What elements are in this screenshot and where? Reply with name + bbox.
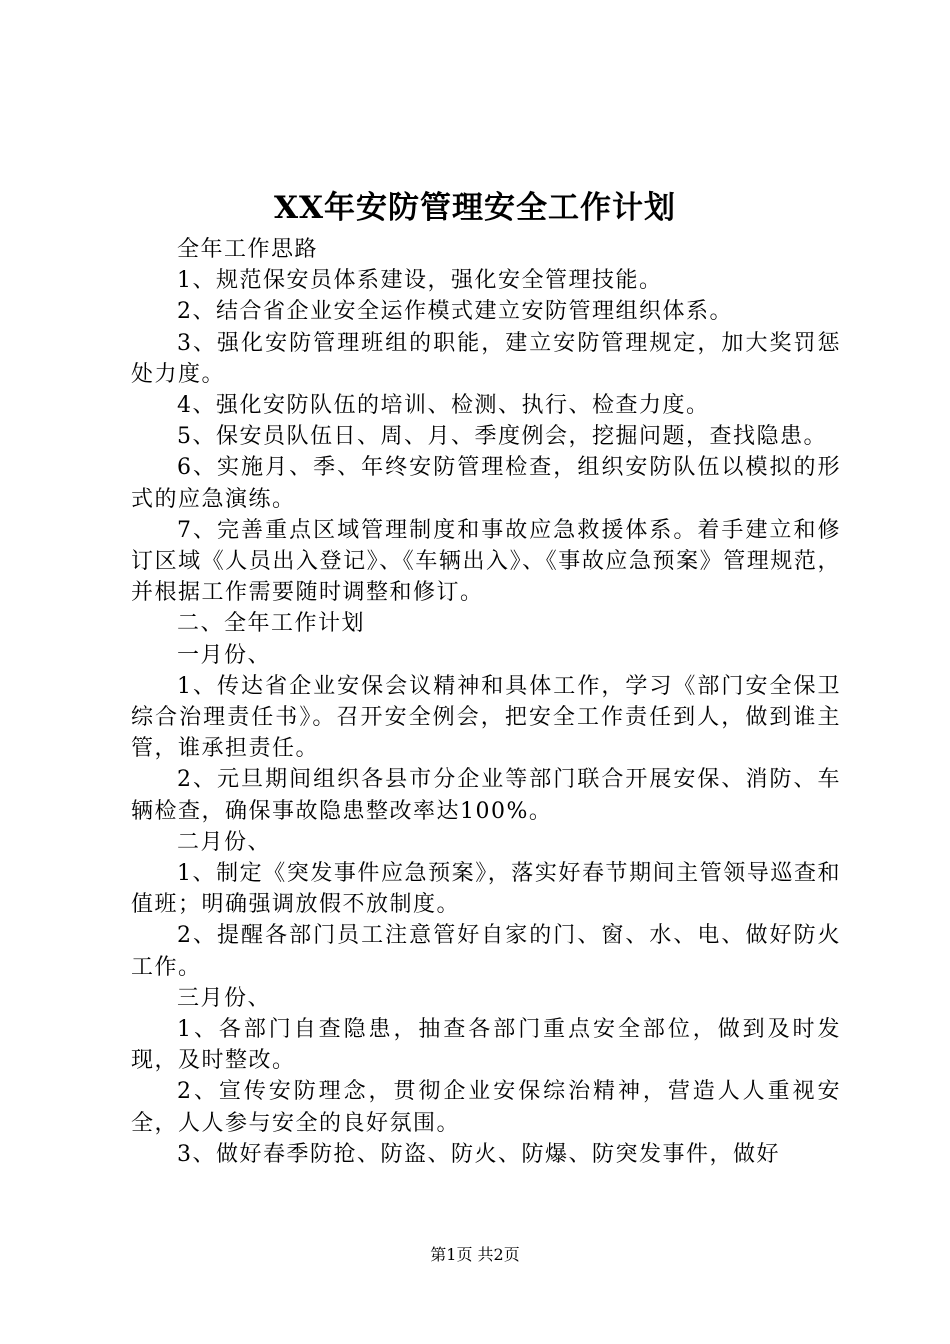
- document-body: [131, 234, 841, 1170]
- paragraph: 4、强化安防队伍的培训、检测、执行、检查力度。: [177, 393, 710, 419]
- paragraph: 7、完善重点区域管理制度和事故应急救援体系。着手建立和修订区域《人员出入登记》、《车辆出入》、《事故应急预案》管理规范，并根据工作需要随时调整和修订。: [131, 517, 841, 606]
- document-title: XX年安防管理安全工作计划: [273, 190, 677, 226]
- paragraph: 2、宣传安防理念，贯彻企业安保综治精神，营造人人重视安全，人人参与安全的良好氛围。: [131, 1079, 841, 1136]
- paragraph: 全年工作思路: [177, 237, 319, 262]
- paragraph: 1、各部门自查隐患，抽查各部门重点安全部位，做到及时发现，及时整改。: [131, 1017, 841, 1074]
- paragraph: 3、做好春季防抢、防盗、防火、防爆、防突发事件，做好: [177, 1141, 780, 1167]
- month-heading: 三月份、: [177, 985, 272, 1011]
- section-heading: 二、全年工作计划: [177, 611, 366, 637]
- paragraph: 5、保安员队伍日、周、月、季度例会，挖掘问题，查找隐患。: [177, 424, 827, 450]
- paragraph: 1、规范保安员体系建设，强化安全管理技能。: [177, 268, 663, 294]
- month-heading: 二月份、: [177, 829, 272, 855]
- paragraph: 2、结合省企业安全运作模式建立安防管理组织体系。: [177, 299, 733, 325]
- page-number-footer: 第1页 共2页: [430, 1245, 520, 1264]
- paragraph: 6、实施月、季、年终安防管理检查，组织安防队伍以模拟的形式的应急演练。: [131, 455, 841, 512]
- paragraph: 2、元旦期间组织各县市分企业等部门联合开展安保、消防、车辆检查，确保事故隐患整改率达100%。: [131, 767, 841, 824]
- paragraph: 1、制定《突发事件应急预案》，落实好春节期间主管领导巡查和值班；明确强调放假不放制度。: [131, 861, 841, 918]
- paragraph: 3、强化安防管理班组的职能，建立安防管理规定，加大奖罚惩处力度。: [131, 330, 841, 387]
- paragraph: 1、传达省企业安保会议精神和具体工作，学习《部门安全保卫综合治理责任书》。召开安全例会，把安全工作责任到人，做到谁主管，谁承担责任。: [131, 673, 841, 762]
- month-heading: 一月份、: [177, 642, 272, 668]
- paragraph: 2、提醒各部门员工注意管好自家的门、窗、水、电、做好防火工作。: [131, 923, 841, 980]
